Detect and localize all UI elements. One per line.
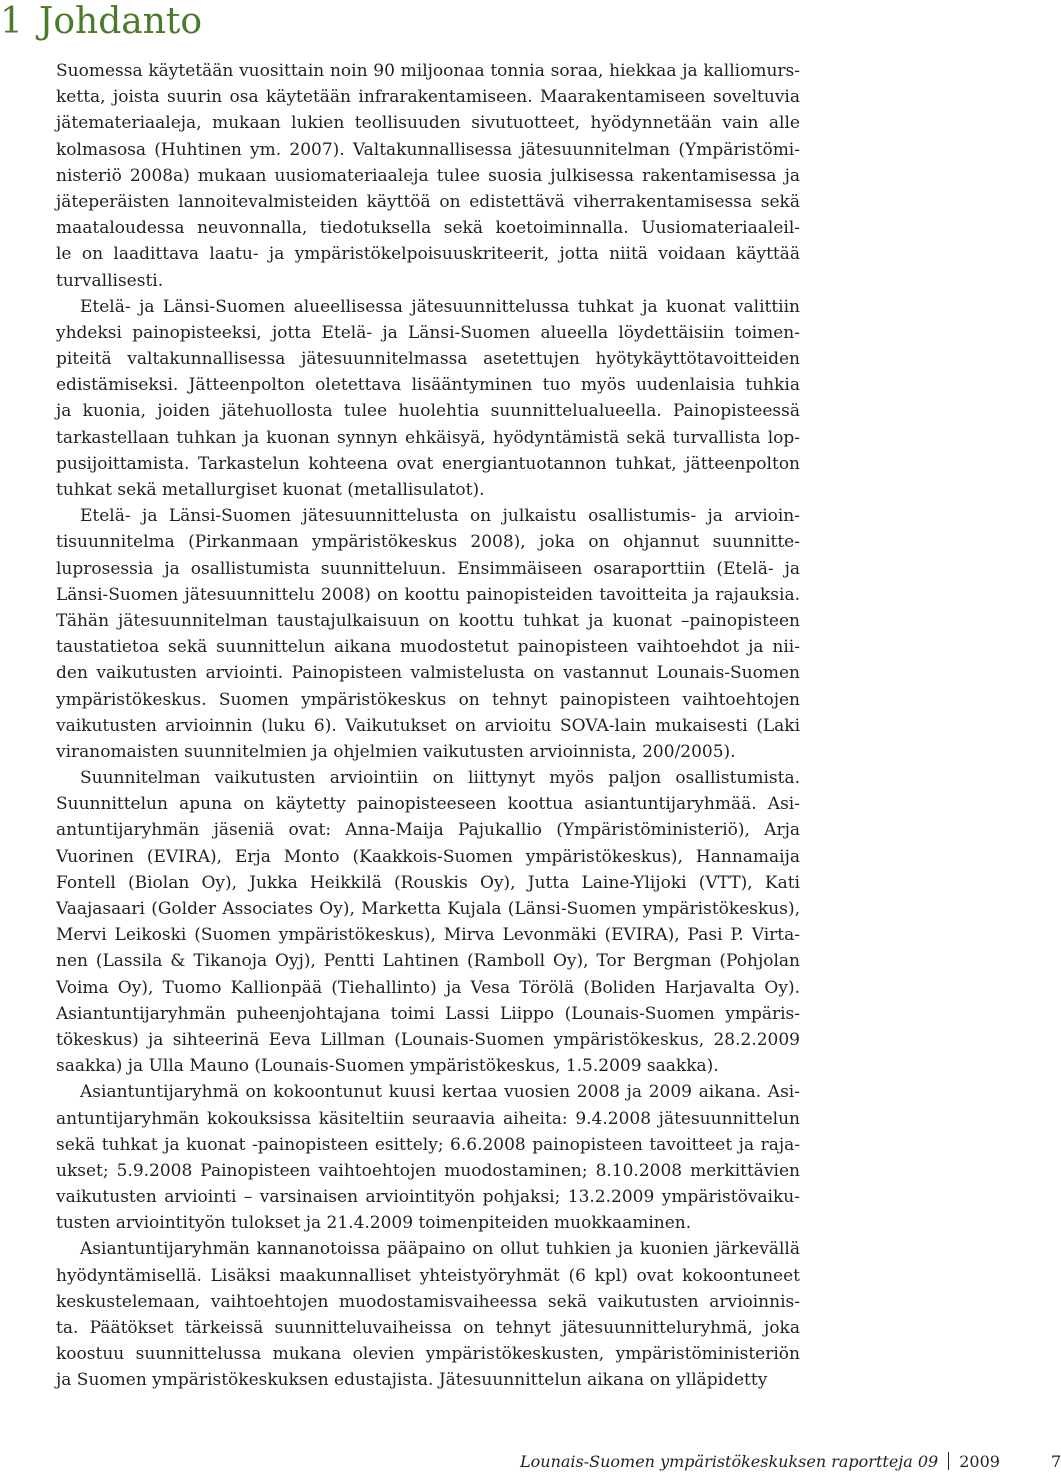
text-line: Asiantuntijaryhmä on kokoontunut kuusi kertaa vuosien 2008 ja 2009 aikana. Asi- [80,1082,800,1103]
text-line: tusten arviointityön tulokset ja 21.4.2009 toimenpiteiden muokkaaminen. [56,1213,692,1234]
text-line: den vaikutusten arviointi. Painopisteen valmistelusta on vastannut Lounais-Suomen [56,663,800,684]
text-line: keskustelemaan, vaihtoehtojen muodostamisvaiheessa sekä vaikutusten arvioinnis- [56,1291,800,1312]
paragraph [56,765,800,1079]
text-line: kolmasosa (Huhtinen ym. 2007). Valtakunnallisessa jätesuunnitelman (Ympäristömi- [56,139,800,160]
text-line: maataloudessa neuvonnalla, tiedotuksella sekä koetoiminnalla. Uusiomateriaaleil- [56,218,800,239]
text-line: ukset; 5.9.2008 Painopisteen vaihtoehtojen muodostaminen; 8.10.2008 merkittävien [56,1160,800,1181]
text-line: Mervi Leikoski (Suomen ympäristökeskus), Mirva Levonmäki (EVIRA), Pasi P. Virta- [56,925,800,946]
body-text [56,58,800,1394]
text-line: le on laadittava laatu- ja ympäristökelpoisuuskriteerit, jotta niitä voidaan käyttää [56,244,800,265]
text-line: tisuunnitelma (Pirkanmaan ympäristökeskus 2008), joka on ohjannut suunnitte- [56,532,800,553]
text-line: ympäristökeskus. Suomen ympäristökeskus on tehnyt painopisteen vaihtoehtojen [56,689,800,710]
text-line: jätemateriaaleja, mukaan lukien teollisuuden sivutuotteet, hyödynnetään vain alle [56,113,800,134]
text-line: Asiantuntijaryhmän puheenjohtajana toimi Lassi Liippo (Lounais-Suomen ympäris- [56,1003,800,1024]
text-line: taustatietoa sekä suunnittelun aikana muodostetut painopisteen vaihtoehdot ja nii- [56,637,800,658]
text-line: jäteperäisten lannoitevalmisteiden käyttöä on edistettävä viherrakentamisessa sekä [56,191,800,212]
page-number: 7 [1051,1452,1061,1471]
text-line: ja Suomen ympäristökeskuksen edustajista. Jätesuunnittelun aikana on ylläpidetty [56,1370,768,1391]
text-line: Suunnitelman vaikutusten arviointiin on liittynyt myös paljon osallistumista. [80,768,800,789]
text-line: nisteriö 2008a) mukaan uusiomateriaaleja tulee suosia julkisessa rakentamisessa ja [56,165,800,186]
page-footer [520,1451,1061,1473]
chapter-number: 1 [0,1,23,42]
text-line: luprosessia ja osallistumista suunnitteluun. Ensimmäiseen osaraporttiin (Etelä- ja [56,558,800,579]
text-line: Etelä- ja Länsi-Suomen jätesuunnittelusta on julkaistu osallistumis- ja arvioin- [80,506,800,527]
text-line: Fontell (Biolan Oy), Jukka Heikkilä (Rouskis Oy), Jutta Laine-Ylijoki (VTT), Kati [56,872,800,893]
text-line: vaikutusten arvioinnin (luku 6). Vaikutukset on arvioitu SOVA-lain mukaisesti (Laki [56,715,800,736]
text-line: viranomaisten suunnitelmien ja ohjelmien vaikutusten arvioinnista, 200/2005). [56,741,736,762]
text-line: Suunnittelun apuna on käytetty painopisteeseen koottua asiantuntijaryhmää. Asi- [56,794,800,815]
paragraph [56,503,800,765]
paragraph [56,58,800,294]
chapter-heading [0,0,202,44]
text-line: edistämiseksi. Jätteenpolton oletettava lisääntyminen tuo myös uudenlaisia tuhkia [56,375,800,396]
paragraph [56,1079,800,1236]
text-line: sekä tuhkat ja kuonat -painopisteen esittely; 6.6.2008 painopisteen tavoitteet ja raja- [56,1134,800,1155]
text-line: nen (Lassila & Tikanoja Oyj), Pentti Lahtinen (Ramboll Oy), Tor Bergman (Pohjolan [56,951,800,972]
text-line: koostuu suunnittelussa mukana olevien ympäristökeskusten, ympäristöministeriön [56,1344,800,1365]
text-line: ta. Päätökset tärkeissä suunnitteluvaiheissa on tehnyt jätesuunnitteluryhmä, joka [56,1318,800,1338]
text-line: hyödyntämisellä. Lisäksi maakunnalliset yhteistyöryhmät (6 kpl) ovat kokoontuneet [56,1265,800,1286]
text-line: Vaajasaari (Golder Associates Oy), Marketta Kujala (Länsi-Suomen ympäristökeskus), [56,899,800,919]
text-line: Asiantuntijaryhmän kannanotoissa pääpaino on ollut tuhkien ja kuonien järkevällä [80,1239,800,1260]
text-line: Etelä- ja Länsi-Suomen alueellisessa jätesuunnittelussa tuhkat ja kuonat valittiin [80,296,800,317]
footer-issue: 09 [917,1452,939,1471]
text-line: Voima Oy), Tuomo Kallionpää (Tiehallinto) ja Vesa Törölä (Boliden Harjavalta Oy). [56,977,800,998]
paragraph [56,1236,800,1393]
text-line: tarkastellaan tuhkan ja kuonan synnyn ehkäisyä, hyödyntämistä sekä turvallista lop- [56,427,800,448]
text-line: pusijoittamista. Tarkastelun kohteena ovat energiantuotannon tuhkat, jätteenpolton [56,453,800,474]
paragraph [56,294,800,504]
text-line: ja kuonia, joiden jätehuollosta tulee huolehtia suunnittelualueella. Painopisteessä [56,401,800,422]
text-line: Länsi-Suomen jätesuunnittelu 2008) on koottu painopisteiden tavoitteita ja rajauksia. [56,584,800,605]
text-line: Tähän jätesuunnitelman taustajulkaisuun on koottu tuhkat ja kuonat –painopisteen [56,610,800,631]
footer-year: 2009 [959,1452,1000,1471]
text-line: piteitä valtakunnallisessa jätesuunnitelmassa asetettujen hyötykäyttötavoitteiden [56,349,800,370]
text-line: antuntijaryhmän jäseniä ovat: Anna-Maija Pajukallio (Ympäristöministeriö), Arja [56,820,800,841]
text-line: turvallisesti. [56,270,164,291]
text-line: antuntijaryhmän kokouksissa käsiteltiin seuraavia aiheita: 9.4.2008 jätesuunnittelun [56,1108,800,1129]
footer-series-title: Lounais-Suomen ympäristökeskuksen raportteja [520,1452,913,1471]
text-line: yhdeksi painopisteeksi, jotta Etelä- ja Länsi-Suomen alueella löydettäisiin toimen- [56,322,800,343]
text-line: Vuorinen (EVIRA), Erja Monto (Kaakkois-Suomen ympäristökeskus), Hannamaija [56,846,800,867]
text-line: ketta, joista suurin osa käytetään infrarakentamiseen. Maarakentamiseen soveltuvia [56,87,800,108]
chapter-title: Johdanto [38,1,203,42]
text-line: Suomessa käytetään vuosittain noin 90 miljoonaa tonnia soraa, hiekkaa ja kalliomurs- [56,61,800,81]
text-line: vaikutusten arviointi – varsinaisen arviointityön pohjaksi; 13.2.2009 ympäristövaiku- [56,1187,800,1208]
text-line: tuhkat sekä metallurgiset kuonat (metallisulatot). [56,480,485,500]
text-line: tökeskus) ja sihteerinä Eeva Lillman (Lounais-Suomen ympäristökeskus, 28.2.2009 [56,1029,800,1050]
footer-divider [948,1452,949,1470]
text-line: saakka) ja Ulla Mauno (Lounais-Suomen ympäristökeskus, 1.5.2009 saakka). [56,1056,719,1077]
